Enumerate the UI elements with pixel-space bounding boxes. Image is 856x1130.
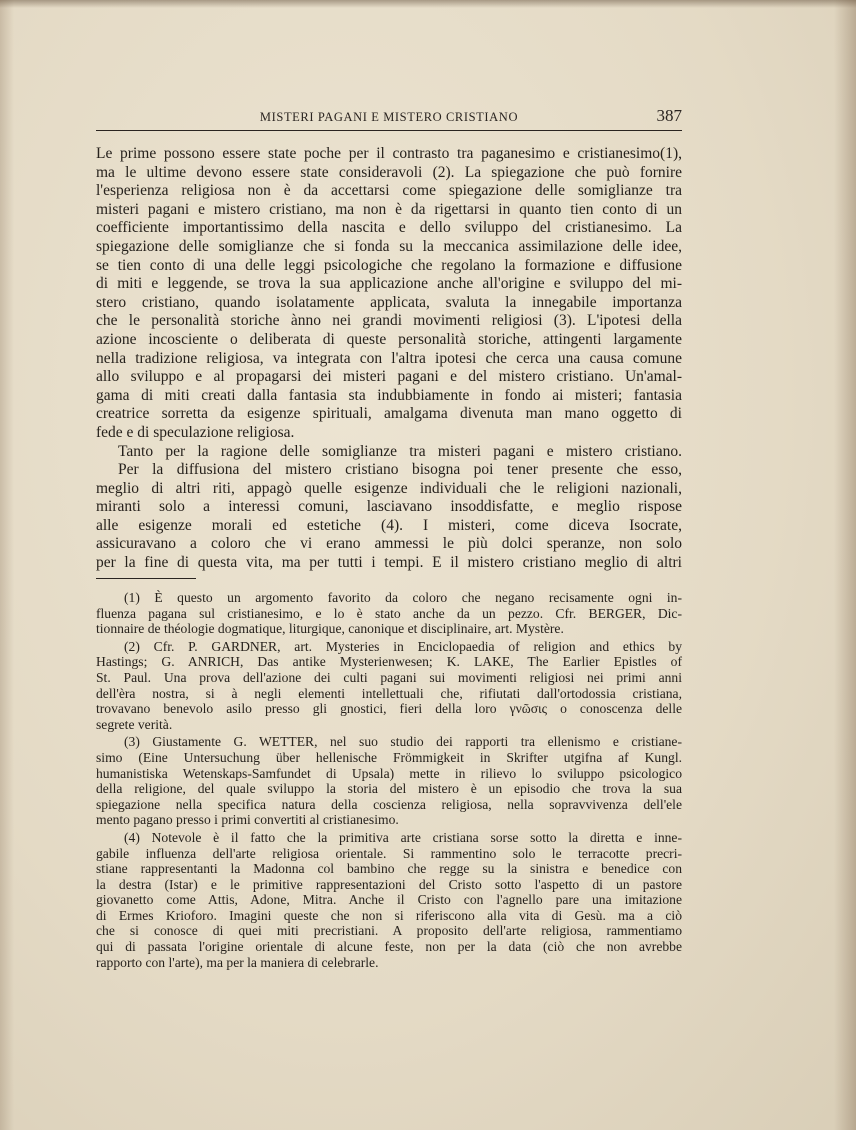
text-line: meglio di altri riti, appagò quelle esigenze individuali che le religioni nazionali, bbox=[96, 479, 682, 497]
text-line: stero cristiano, quando isolatamente applicata, svaluta la innegabile importanza bbox=[96, 293, 682, 311]
page-shadow-top bbox=[0, 0, 856, 8]
text-line: di miti e leggende, se trova la sua applicazione anche all'origine e sviluppo del mi- bbox=[96, 275, 682, 293]
footnote-line: mento pagano presso i primi convertiti al cristianesimo. bbox=[96, 812, 399, 828]
footnote-line: (1) È questo un argomento favorito da coloro che negano recisamente ogni in- bbox=[124, 590, 682, 605]
text-line: allo sviluppo e al propagarsi dei misteri pagani e del mistero cristiano. Un'amal- bbox=[96, 368, 682, 386]
footnote-line: qui di passata l'origine orientale di alcune feste, non per la data (ciò che non avrebbe bbox=[96, 939, 682, 955]
text-line: se tien conto di una delle leggi psicologiche che regolano la formazione e diffusione bbox=[96, 256, 682, 274]
text-line: che le personalità storiche ànno nei grandi movimenti religiosi (3). L'ipotesi della bbox=[96, 312, 682, 330]
footnote-line: che si conosce di quei miti precristiani. A proposito dell'arte religiosa, rammentiamo bbox=[96, 923, 682, 939]
text-line: creatrice sorretta da esigenze spirituali, amalgama divenuta man mano oggetto di bbox=[96, 405, 682, 423]
footnote-line: stiane rappresentanti la Madonna col bambino che regge su la sinistra e benedice con bbox=[96, 861, 682, 877]
text-line: nella tradizione religiosa, va integrata con l'altra ipotesi che cerca una causa comune bbox=[96, 349, 682, 367]
page-shadow-right bbox=[834, 0, 856, 1130]
text-line: spiegazione delle somiglianze che si fonda su la meccanica assimilazione delle idee, bbox=[96, 237, 682, 255]
text-line: misteri pagani e mistero cristiano, ma non è da rigettarsi in quanto tien conto di un bbox=[96, 200, 682, 218]
page-shadow-left bbox=[0, 0, 14, 1130]
text-line: miranti solo a interessi comuni, lasciavano insoddisfatte, e meglio rispose bbox=[96, 498, 682, 516]
footnote-line: segrete verità. bbox=[96, 716, 173, 732]
footnote-line: rapporto con l'arte), ma per la maniera di celebrarle. bbox=[96, 954, 379, 970]
footnote-line: fluenza pagana sul cristianesimo, e lo è stato anche da un pezzo. Cfr. BERGER, Dic- bbox=[96, 605, 682, 621]
footnote-line: spiegazione nella specifica natura della coscienza religiosa, nella sopravvivenza dell'ele bbox=[96, 796, 682, 812]
footnote-line: (3) Giustamente G. WETTER, nel suo studio dei rapporti tra ellenismo e cristiane- bbox=[124, 734, 682, 750]
footnote-line: gabile influenza dell'arte religiosa orientale. Si rammentino solo le terracotte precri- bbox=[96, 845, 682, 861]
text-line: l'esperienza religiosa non è da accettarsi come spiegazione delle somiglianze tra bbox=[96, 182, 682, 200]
page-header bbox=[96, 106, 682, 131]
running-head: MISTERI PAGANI E MISTERO CRISTIANO bbox=[259, 110, 519, 124]
footnote-line: trovavano benevolo asilo presso gli gnostici, fieri della loro γνῶσις o conoscenza delle bbox=[96, 701, 682, 717]
text-line: Tanto per la ragione delle somiglianze tra misteri pagani e mistero cristiano. bbox=[118, 442, 682, 460]
footnote-line: simo (Eine Untersuchung über hellenische Frömmigkeit in Skrifter utgifna af Kungl. bbox=[96, 749, 682, 765]
footnote-line: tionnaire de théologie dogmatique, liturgique, canonique et disciplinaire, art. Mystère. bbox=[96, 621, 564, 637]
footnotes bbox=[96, 590, 682, 970]
text-line: coefficiente importantissimo della nascita e dello sviluppo del cristianesimo. La bbox=[96, 219, 682, 237]
footnote-line: la destra (Istar) e le primitive rappresentazioni del Cristo sotto l'aspetto di un pastore bbox=[96, 876, 682, 892]
footnote-line: della religione, del quale sviluppo la storia del mistero è un episodio che trova la sua bbox=[96, 781, 682, 797]
footnote-separator bbox=[96, 578, 196, 579]
footnote-line: giovanetto come Attis, Adone, Mitra. Anche il Cristo con l'agnello pare una imitazione bbox=[96, 892, 682, 908]
main-text bbox=[96, 145, 682, 573]
text-line: fede e di speculazione religiosa. bbox=[96, 423, 295, 441]
footnote-line: (4) Notevole è il fatto che la primitiva arte cristiana sorse sotto la diretta e inne- bbox=[124, 829, 682, 845]
text-line: Per la diffusiona del mistero cristiano bisogna poi tener presente che esso, bbox=[118, 461, 682, 479]
footnote-line: St. Paul. Una prova dell'azione dei culti pagani sui movimenti religiosi nei primi anni bbox=[96, 669, 682, 685]
footnote-line: humanistiska Wetenskaps-Samfundet di Upsala) mette in rilievo lo sviluppo psicologico bbox=[96, 765, 682, 781]
text-line: azione incosciente o deliberata di queste personalità storiche, attingenti largamente bbox=[96, 330, 682, 348]
text-line: per la fine di questa vita, ma per tutti i tempi. E il mistero cristiano meglio di altri bbox=[96, 554, 682, 572]
page-number: 387 bbox=[656, 106, 682, 125]
text-line: gama di miti creati dalla fantasia sta indubbiamente in fondo ai misteri; fantasia bbox=[96, 386, 682, 404]
text-line: alle esigenze morali ed estetiche (4). I misteri, come diceva Isocrate, bbox=[96, 516, 682, 534]
footnote-line: Hastings; G. ANRICH, Das antike Mysterienwesen; K. LAKE, The Earlier Epistles of bbox=[96, 654, 682, 670]
footnote-line: (2) Cfr. P. GARDNER, art. Mysteries in Enciclopaedia of religion and ethics by bbox=[124, 638, 682, 654]
footnote-line: dell'èra nostra, si à negli elementi intellettuali che, rifiutati dall'ortodossia cristiana, bbox=[96, 685, 682, 701]
footnote-line: di Ermes Krioforo. Imagini queste che non si riferiscono alla vita di Gesù. ma a ciò bbox=[96, 907, 682, 923]
text-line: assicuravano a coloro che vi erano ammessi le più dolci speranze, non solo bbox=[96, 535, 682, 553]
text-line: Le prime possono essere state poche per il contrasto tra paganesimo e cristianesimo(1), bbox=[96, 145, 682, 162]
text-line: ma le ultime devono essere state consideravoli (2). La spiegazione che può fornire bbox=[96, 163, 682, 181]
